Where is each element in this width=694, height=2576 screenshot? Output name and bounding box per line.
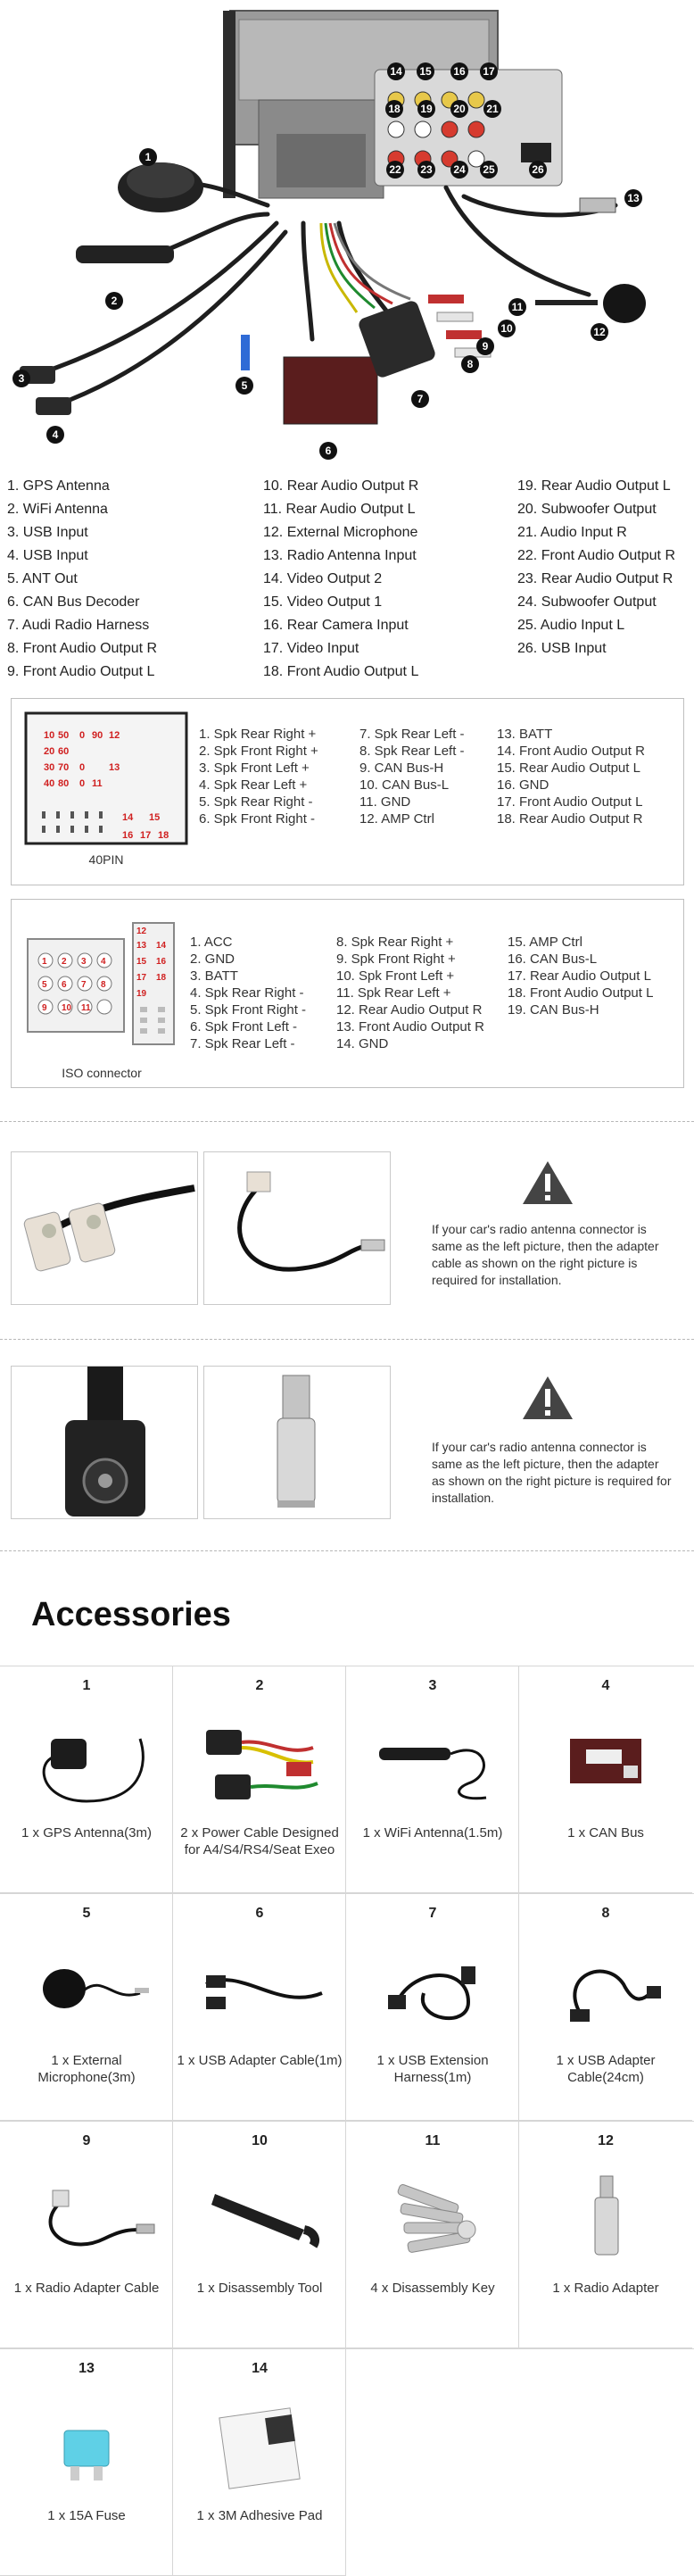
pin-item: 18. Rear Audio Output R <box>497 811 643 827</box>
iso-pin-label: 14 <box>156 941 167 951</box>
port-legend <box>7 475 694 689</box>
pin40-plug-diagram <box>24 711 188 845</box>
accessory-label: 1 x External Microphone(3m) <box>37 2053 136 2085</box>
legend-item: 15. Video Output 1 <box>263 594 383 610</box>
accessory-number: 1 <box>82 1678 91 1693</box>
accessory-label: 1 x USB Extension Harness(1m) <box>376 2053 489 2085</box>
iso-pin-label: 3 <box>81 957 87 967</box>
pin40-label: 18 <box>158 830 169 841</box>
iso-pin-label: 15 <box>136 957 147 967</box>
pin-item: 11. GND <box>359 794 411 810</box>
pin-item: 11. Spk Rear Left + <box>336 985 451 1001</box>
callout-21: 21 <box>486 103 499 115</box>
accessory-label: 1 x GPS Antenna(3m) <box>21 1825 152 1841</box>
callout-18: 18 <box>388 103 401 115</box>
legend-item: 12. External Microphone <box>263 525 418 540</box>
callout-23: 23 <box>420 163 433 176</box>
callout-3: 3 <box>18 372 25 385</box>
pin-item: 13. BATT <box>497 727 553 742</box>
pin-item: 17. Front Audio Output L <box>497 794 643 810</box>
pin-item: 16. CAN Bus-L <box>508 951 598 967</box>
harness-wires <box>321 223 410 312</box>
antenna-note-1: If your car's radio antenna connector is same as the left picture, then the adapter cable as shown on the right picture is required for installation. <box>432 1222 659 1287</box>
pin40-label: 14 <box>122 812 134 823</box>
legend-item: 8. Front Audio Output R <box>7 641 158 656</box>
can-bus-icon <box>534 1712 677 1810</box>
iso-pin-label: 7 <box>81 980 87 990</box>
pin-item: 1. Spk Rear Right + <box>199 727 317 742</box>
pin-item: 14. Front Audio Output R <box>497 744 645 759</box>
pin-item: 8. Spk Rear Right + <box>336 935 454 950</box>
callout-14: 14 <box>390 65 402 78</box>
antenna-connector-photo-1 <box>11 1151 198 1305</box>
pin-item: 13. Front Audio Output R <box>336 1019 484 1035</box>
callout-7: 7 <box>417 393 424 405</box>
iso-column-1 <box>190 934 346 1052</box>
pin40-column-2 <box>359 726 498 827</box>
accessory-label: 1 x CAN Bus <box>567 1825 644 1841</box>
accessory-item-radio-adapter-cable <box>0 2121 173 2348</box>
legend-item: 19. Rear Audio Output L <box>517 478 671 494</box>
antenna-note-2: If your car's radio antenna connector is same as the left picture, then the adapter as shown on the right picture is required for installation. <box>432 1440 672 1505</box>
pin40-label: 20 <box>44 746 55 757</box>
gps-antenna-icon <box>15 1712 158 1810</box>
accessory-item-power-cable <box>173 1666 346 1893</box>
warning-triangle-icon <box>521 1159 574 1206</box>
ant-out-plug <box>241 335 250 370</box>
iso-pin-label: 2 <box>62 957 67 967</box>
accessory-label: 2 x Power Cable Designed for A4/S4/RS4/Seat Exeo <box>180 1825 339 1857</box>
legend-item: 9. Front Audio Output L <box>7 664 155 679</box>
legend-item: 25. Audio Input L <box>517 618 625 633</box>
callout-11: 11 <box>511 301 524 313</box>
callout-6: 6 <box>325 445 332 457</box>
pin-item: 3. BATT <box>190 968 238 984</box>
pin-item: 19. CAN Bus-H <box>508 1002 599 1018</box>
dashed-divider <box>0 1121 694 1122</box>
pin-item: 9. Spk Front Right + <box>336 951 456 967</box>
pin-item: 5. Spk Rear Right - <box>199 794 313 810</box>
accessory-number: 5 <box>82 1906 91 1921</box>
legend-item: 11. Rear Audio Output L <box>263 502 416 517</box>
pin-item: 7. Spk Rear Left - <box>190 1036 295 1051</box>
iso-pin-label: 10 <box>62 1003 72 1013</box>
accessory-item-adhesive-pad <box>173 2348 346 2576</box>
accessory-label: 1 x Disassembly Tool <box>196 2281 323 2296</box>
iso-pin-label: 19 <box>136 989 147 999</box>
pin40-column-3 <box>497 726 680 827</box>
pin-item: 7. Spk Rear Left - <box>359 727 465 742</box>
callout-4: 4 <box>52 428 59 441</box>
pin-item: 15. AMP Ctrl <box>508 935 582 950</box>
callout-19: 19 <box>420 103 433 115</box>
wifi-antenna-bar <box>76 245 174 263</box>
pin-item: 8. Spk Rear Left - <box>359 744 465 759</box>
pin40-label: 30 <box>44 762 55 773</box>
callout-1: 1 <box>145 151 152 163</box>
accessory-item-fuse <box>0 2348 173 2576</box>
legend-item: 21. Audio Input R <box>517 525 627 540</box>
legend-item: 3. USB Input <box>7 525 88 540</box>
accessory-number: 13 <box>78 2361 95 2376</box>
pin40-label: 10 <box>44 730 55 741</box>
callout-26: 26 <box>532 163 544 176</box>
iso-pin-label: 8 <box>101 980 106 990</box>
wiring-diagram <box>0 0 694 464</box>
callout-16: 16 <box>453 65 466 78</box>
pin-item: 2. GND <box>190 951 235 967</box>
pin-item: 10. CAN Bus-L <box>359 777 450 793</box>
accessory-item-usb-short-cable <box>519 1893 692 2121</box>
iso-column-3 <box>508 934 682 1018</box>
accessory-item-gps-antenna <box>0 1666 173 1893</box>
power-cable-icon <box>188 1712 331 1810</box>
callout-22: 22 <box>389 163 401 176</box>
legend-item: 16. Rear Camera Input <box>263 618 409 633</box>
antenna-adapter-photo <box>203 1366 391 1519</box>
pin-item: 3. Spk Front Left + <box>199 760 310 776</box>
pin-item: 17. Rear Audio Output L <box>508 968 651 984</box>
legend-item: 26. USB Input <box>517 641 607 656</box>
accessory-number: 12 <box>598 2133 614 2148</box>
callout-15: 15 <box>419 65 432 78</box>
legend-column-1 <box>7 475 263 689</box>
pin-item: 6. Spk Front Left - <box>190 1019 298 1035</box>
usb-adapter-icon <box>188 1940 331 2038</box>
accessory-item-disassembly-key <box>346 2121 519 2348</box>
iso-pin-label: 16 <box>156 957 167 967</box>
callout-25: 25 <box>483 163 495 176</box>
pin-item: 1. ACC <box>190 935 233 950</box>
pin40-label: 16 <box>122 830 134 841</box>
accessory-item-usb-extension <box>346 1893 519 2121</box>
legend-item: 1. GPS Antenna <box>7 478 110 494</box>
accessory-label: 1 x 15A Fuse <box>47 2508 126 2523</box>
accessory-item-usb-adapter <box>173 1893 346 2121</box>
accessory-label: 1 x USB Adapter Cable(1m) <box>177 2053 343 2068</box>
pin-item: 12. AMP Ctrl <box>359 811 434 827</box>
accessory-number: 7 <box>428 1906 437 1921</box>
legend-item: 13. Radio Antenna Input <box>263 548 417 563</box>
iso-pin-label: 6 <box>62 980 67 990</box>
accessory-label: 4 x Disassembly Key <box>370 2281 495 2296</box>
accessory-number: 11 <box>425 2133 441 2148</box>
radio-adapter-icon <box>534 2167 677 2265</box>
accessory-label: 1 x Radio Adapter <box>552 2281 659 2296</box>
gps-antenna-puck <box>118 162 203 212</box>
pin-item: 14. GND <box>336 1036 389 1051</box>
legend-item: 20. Subwoofer Output <box>517 502 657 517</box>
pin-item: 6. Spk Front Right - <box>199 811 316 827</box>
accessory-number: 6 <box>255 1906 264 1921</box>
callout-12: 12 <box>593 326 606 338</box>
legend-item: 4. USB Input <box>7 548 88 563</box>
can-bus-decoder-box <box>284 357 377 424</box>
accessories-title: Accessories <box>31 1596 231 1633</box>
accessory-label: 1 x 3M Adhesive Pad <box>196 2508 323 2523</box>
legend-item: 5. ANT Out <box>7 571 78 586</box>
legend-item: 2. WiFi Antenna <box>7 502 108 517</box>
accessory-label: 1 x WiFi Antenna(1.5m) <box>362 1825 503 1841</box>
pin40-label: 17 <box>140 830 152 841</box>
accessory-number: 10 <box>252 2133 268 2148</box>
pin-item: 2. Spk Front Right + <box>199 744 318 759</box>
accessory-item-microphone <box>0 1893 173 2121</box>
usb-plug-4 <box>36 397 71 415</box>
pin40-label: 50 <box>58 730 70 741</box>
legend-item: 17. Video Input <box>263 641 359 656</box>
iso-plug-diagram <box>26 921 178 1046</box>
pin40-label: 90 <box>92 730 103 741</box>
pin40-label: 15 <box>149 812 161 823</box>
pin-item: 16. GND <box>497 777 549 793</box>
microphone-icon <box>15 1940 158 2038</box>
accessory-label: 1 x USB Adapter Cable(24cm) <box>556 2053 656 2085</box>
accessory-item-radio-adapter <box>519 2121 692 2348</box>
callout-8: 8 <box>467 358 474 370</box>
pin40-box <box>11 698 684 885</box>
accessory-item-wifi-antenna <box>346 1666 519 1893</box>
callout-13: 13 <box>627 192 640 204</box>
microphone <box>535 284 646 323</box>
disassembly-tool-icon <box>188 2167 331 2265</box>
legend-item: 14. Video Output 2 <box>263 571 383 586</box>
accessory-number: 4 <box>601 1678 610 1693</box>
pin40-label: 40 <box>44 778 55 789</box>
pin-item: 4. Spk Rear Left + <box>199 777 308 793</box>
fuse-icon <box>15 2395 158 2493</box>
pin40-label: 70 <box>58 762 70 773</box>
iso-box <box>11 899 684 1088</box>
radio-antenna-input-plug <box>580 198 616 212</box>
accessory-number: 8 <box>601 1906 610 1921</box>
legend-item: 22. Front Audio Output R <box>517 548 675 563</box>
pin40-label: 0 <box>79 762 86 773</box>
iso-pin-label: 13 <box>136 941 147 951</box>
pin-item: 5. Spk Front Right - <box>190 1002 307 1018</box>
iso-pin-label: 17 <box>136 973 147 983</box>
pin40-label: 60 <box>58 746 70 757</box>
accessory-number: 2 <box>255 1678 264 1693</box>
radio-adapter-cable-icon <box>15 2167 158 2265</box>
accessory-item-disassembly-tool <box>173 2121 346 2348</box>
disassembly-key-icon <box>361 2167 504 2265</box>
legend-item: 18. Front Audio Output L <box>263 664 419 679</box>
iso-pin-label: 9 <box>42 1003 47 1013</box>
dashed-divider <box>0 1550 694 1551</box>
pin40-label: 80 <box>58 778 70 789</box>
pin40-label: 12 <box>109 730 120 741</box>
legend-item: 24. Subwoofer Output <box>517 594 657 610</box>
accessory-number: 14 <box>252 2361 268 2376</box>
legend-item: 6. CAN Bus Decoder <box>7 594 140 610</box>
dashed-divider <box>0 1339 694 1340</box>
iso-caption: ISO connector <box>62 1066 142 1080</box>
pin40-label: 11 <box>92 778 103 789</box>
callout-2: 2 <box>111 295 118 307</box>
warning-triangle-icon <box>521 1375 574 1421</box>
legend-column-2 <box>263 475 517 689</box>
legend-column-3 <box>517 475 691 689</box>
pin-item: 15. Rear Audio Output L <box>497 760 640 776</box>
pin40-label: 0 <box>79 730 86 741</box>
accessory-number: 9 <box>82 2133 91 2148</box>
pin-item: 9. CAN Bus-H <box>359 760 444 776</box>
antenna-connector-photo-2 <box>11 1366 198 1519</box>
accessory-number: 3 <box>428 1678 437 1693</box>
pin40-label: 13 <box>109 762 120 773</box>
pin-item: 12. Rear Audio Output R <box>336 1002 483 1018</box>
legend-item: 10. Rear Audio Output R <box>263 478 419 494</box>
iso-pin-label: 12 <box>136 927 147 936</box>
iso-pin-label: 11 <box>81 1003 91 1013</box>
legend-item: 23. Rear Audio Output R <box>517 571 673 586</box>
accessory-item-can-bus <box>519 1666 692 1893</box>
pin-item: 18. Front Audio Output L <box>508 985 654 1001</box>
callout-5: 5 <box>241 379 248 392</box>
pin40-column-1 <box>199 726 355 827</box>
callout-17: 17 <box>483 65 495 78</box>
adhesive-pad-icon <box>188 2395 331 2493</box>
legend-item: 7. Audi Radio Harness <box>7 618 150 633</box>
wifi-antenna-icon <box>361 1712 504 1810</box>
iso-pin-label: 4 <box>101 957 106 967</box>
iso-pin-label: 18 <box>156 973 167 983</box>
antenna-adapter-cable-photo <box>203 1151 391 1305</box>
accessory-label: 1 x Radio Adapter Cable <box>13 2281 160 2296</box>
usb-extension-icon <box>361 1940 504 2038</box>
pin-item: 10. Spk Front Left + <box>336 968 455 984</box>
usb-short-cable-icon <box>534 1940 677 2038</box>
callout-24: 24 <box>453 163 466 176</box>
pin-item: 4. Spk Rear Right - <box>190 985 304 1001</box>
iso-pin-label: 5 <box>42 980 47 990</box>
callout-9: 9 <box>482 340 489 353</box>
iso-pin-label: 1 <box>42 957 47 967</box>
callout-10: 10 <box>500 322 513 335</box>
callout-20: 20 <box>453 103 466 115</box>
pin40-caption: 40PIN <box>88 852 124 867</box>
pin40-label: 0 <box>79 778 86 789</box>
iso-column-2 <box>336 934 515 1052</box>
